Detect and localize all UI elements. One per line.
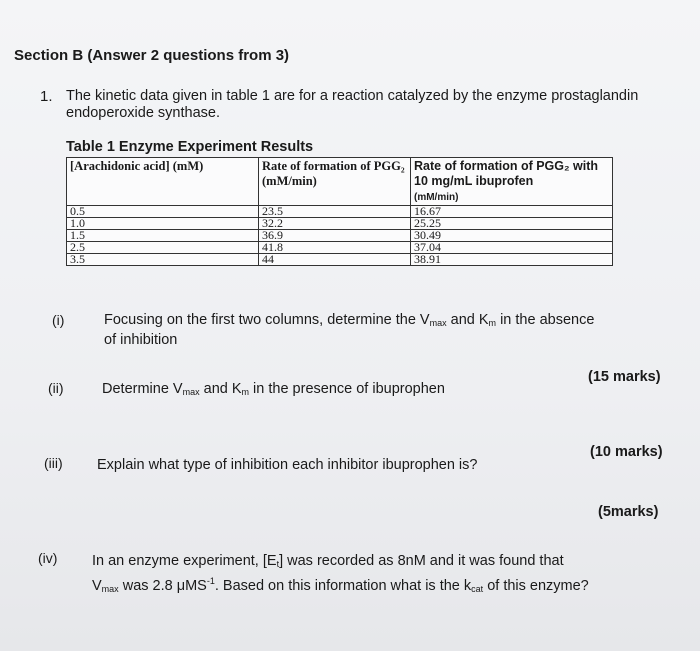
- table-cell: 3.5: [67, 254, 259, 266]
- marks-i: (15 marks): [588, 369, 661, 385]
- table-cell: 16.67: [411, 206, 613, 218]
- enzyme-results-table: [66, 157, 613, 266]
- part-ii-text-a: Determine V: [102, 381, 183, 397]
- part-text-iii: Explain what type of inhibition each inhibitor ibuprophen is?: [97, 457, 478, 473]
- table-cell: 23.5: [259, 206, 411, 218]
- table-row: [67, 254, 613, 266]
- part-ii-text-c: in the presence of ibuprophen: [249, 381, 445, 397]
- col-header-rate-ibuprofen: [411, 158, 613, 206]
- part-text-iv: [92, 553, 589, 598]
- part-iv-text-a: In an enzyme experiment, [E: [92, 553, 277, 569]
- table-row: [67, 218, 613, 230]
- col-header-rate-ibuprofen-text: Rate of formation of PGG₂ with 10 mg/mL ibuprofen: [414, 159, 599, 188]
- part-label-i: (i): [52, 312, 65, 328]
- table-caption: Table 1 Enzyme Experiment Results: [66, 139, 314, 155]
- part-label-iv: (iv): [38, 550, 58, 566]
- part-ii-sub-m: m: [241, 387, 250, 397]
- table-cell: 37.04: [411, 242, 613, 254]
- col-header-units: (mM/min): [414, 192, 459, 203]
- col-header-rate: Rate of formation of PGG₂ (mM/min): [259, 158, 411, 206]
- table-cell: 2.5: [67, 242, 259, 254]
- part-iv-text-f: of this enzyme?: [483, 577, 589, 594]
- table-header-row: [67, 158, 613, 206]
- col-header-substrate: [Arachidonic acid] (mM): [67, 158, 259, 206]
- table-cell: 38.91: [411, 254, 613, 266]
- marks-iii: (5marks): [598, 504, 659, 520]
- table-cell: 36.9: [259, 230, 411, 242]
- part-iv-sub-t: t: [276, 559, 280, 569]
- part-i-text-d: of inhibition: [104, 332, 178, 348]
- part-i-text-c: in the absence: [496, 312, 595, 328]
- question-number: 1.: [40, 88, 53, 105]
- part-i-sub-m: m: [488, 318, 497, 328]
- part-iv-text-b: ] was recorded as 8nM and it was found that: [279, 553, 564, 569]
- part-iv-sub-max: max: [101, 583, 119, 594]
- table-cell: 1.0: [67, 218, 259, 230]
- table-cell: 25.25: [411, 218, 613, 230]
- table-cell: 30.49: [411, 230, 613, 242]
- marks-ii: (10 marks): [590, 444, 663, 460]
- part-text-i: [104, 312, 594, 349]
- part-iv-sub-cat: cat: [471, 583, 484, 594]
- table-cell: 41.8: [259, 242, 411, 254]
- part-label-ii: (ii): [48, 380, 64, 396]
- table-row: [67, 206, 613, 218]
- part-iv-sup: -1: [206, 576, 215, 586]
- part-iv-text-d: was 2.8 μMS: [118, 577, 207, 594]
- table-cell: 0.5: [67, 206, 259, 218]
- part-i-text-a: Focusing on the first two columns, determine the V: [104, 312, 430, 328]
- part-ii-sub-max: max: [182, 387, 200, 397]
- part-iv-text-e: . Based on this information what is the k: [214, 577, 472, 594]
- table-row: [67, 242, 613, 254]
- table-cell: 32.2: [259, 218, 411, 230]
- part-ii-text-b: and K: [199, 381, 242, 397]
- section-title: Section B (Answer 2 questions from 3): [14, 47, 290, 64]
- part-i-sub-max: max: [429, 318, 447, 328]
- part-iv-text-c: V: [92, 577, 102, 594]
- part-i-text-b: and K: [446, 312, 489, 328]
- part-label-iii: (iii): [44, 455, 63, 471]
- table-row: [67, 230, 613, 242]
- table-cell: 44: [259, 254, 411, 266]
- part-text-ii: [102, 381, 445, 401]
- table-cell: 1.5: [67, 230, 259, 242]
- question-text: The kinetic data given in table 1 are for a reaction catalyzed by the enzyme prostaglandin endoperoxide synthase.: [66, 88, 639, 121]
